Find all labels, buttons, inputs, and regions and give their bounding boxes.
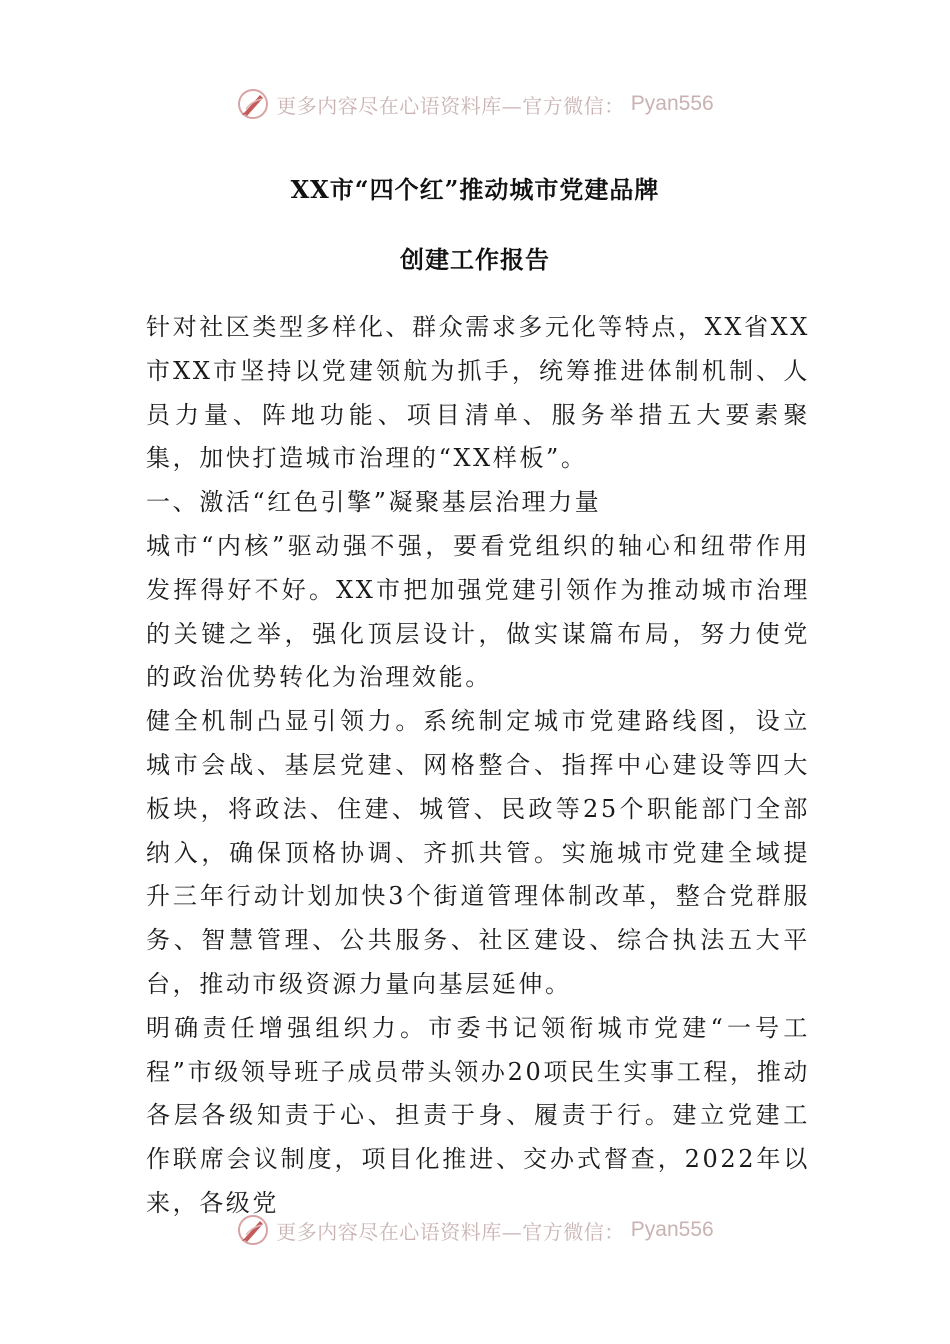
watermark-wechat-id: Pyan556 [630, 1218, 714, 1241]
pen-logo-icon [236, 1213, 270, 1247]
header-watermark [0, 82, 950, 126]
section-heading-1: 一、激活“红色引擎”凝聚基层治理力量 [146, 488, 602, 517]
document-body [146, 306, 810, 1226]
paragraph-responsibility: 明确责任增强组织力。市委书记领衔城市党建“一号工程”市级领导班子成员带头领办20项民生实事工程，推动各层各级知责于心、担责于身、履责于行。建立党建工作联席会议制度，项目化推进、交办式督查，2022年以来，各级党 [146, 1013, 810, 1217]
paragraph-core-drive: 城市“内核”驱动强不强，要看党组织的轴心和纽带作用发挥得好不好。XX市把加强党建引领作为推动城市治理的关键之举，强化顶层设计，做实谋篇布局，努力使党的政治优势转化为治理效能。 [146, 531, 810, 692]
document-title-line-2: 创建工作报告 [400, 245, 550, 274]
watermark-text: 更多内容尽在心语资料库—官方微信： [276, 93, 625, 118]
footer-watermark [0, 1208, 950, 1252]
document-title-line-1: XX市“四个红”推动城市党建品牌 [290, 175, 660, 204]
paragraph-intro: 针对社区类型多样化、群众需求多元化等特点，XX省XX市XX市坚持以党建领航为抓手，统筹推进体制机制、人员力量、阵地功能、项目清单、服务举措五大要素聚集，加快打造城市治理的“XX样板”。 [146, 313, 810, 473]
paragraph-mechanism: 健全机制凸显引领力。系统制定城市党建路线图，设立城市会战、基层党建、网格整合、指挥中心建设等四大板块，将政法、住建、城管、民政等25个职能部门全部纳入，确保顶格协调、齐抓共管。实施城市党建全域提升三年行动计划加快3个街道管理体制改革，整合党群服务、智慧管理、公共服务、社区建设、综合执法五大平台，推动市级资源力量向基层延伸。 [146, 707, 810, 998]
watermark-text: 更多内容尽在心语资料库—官方微信： [276, 1219, 625, 1244]
watermark-wechat-id: Pyan556 [630, 92, 714, 115]
pen-logo-icon [236, 87, 270, 121]
